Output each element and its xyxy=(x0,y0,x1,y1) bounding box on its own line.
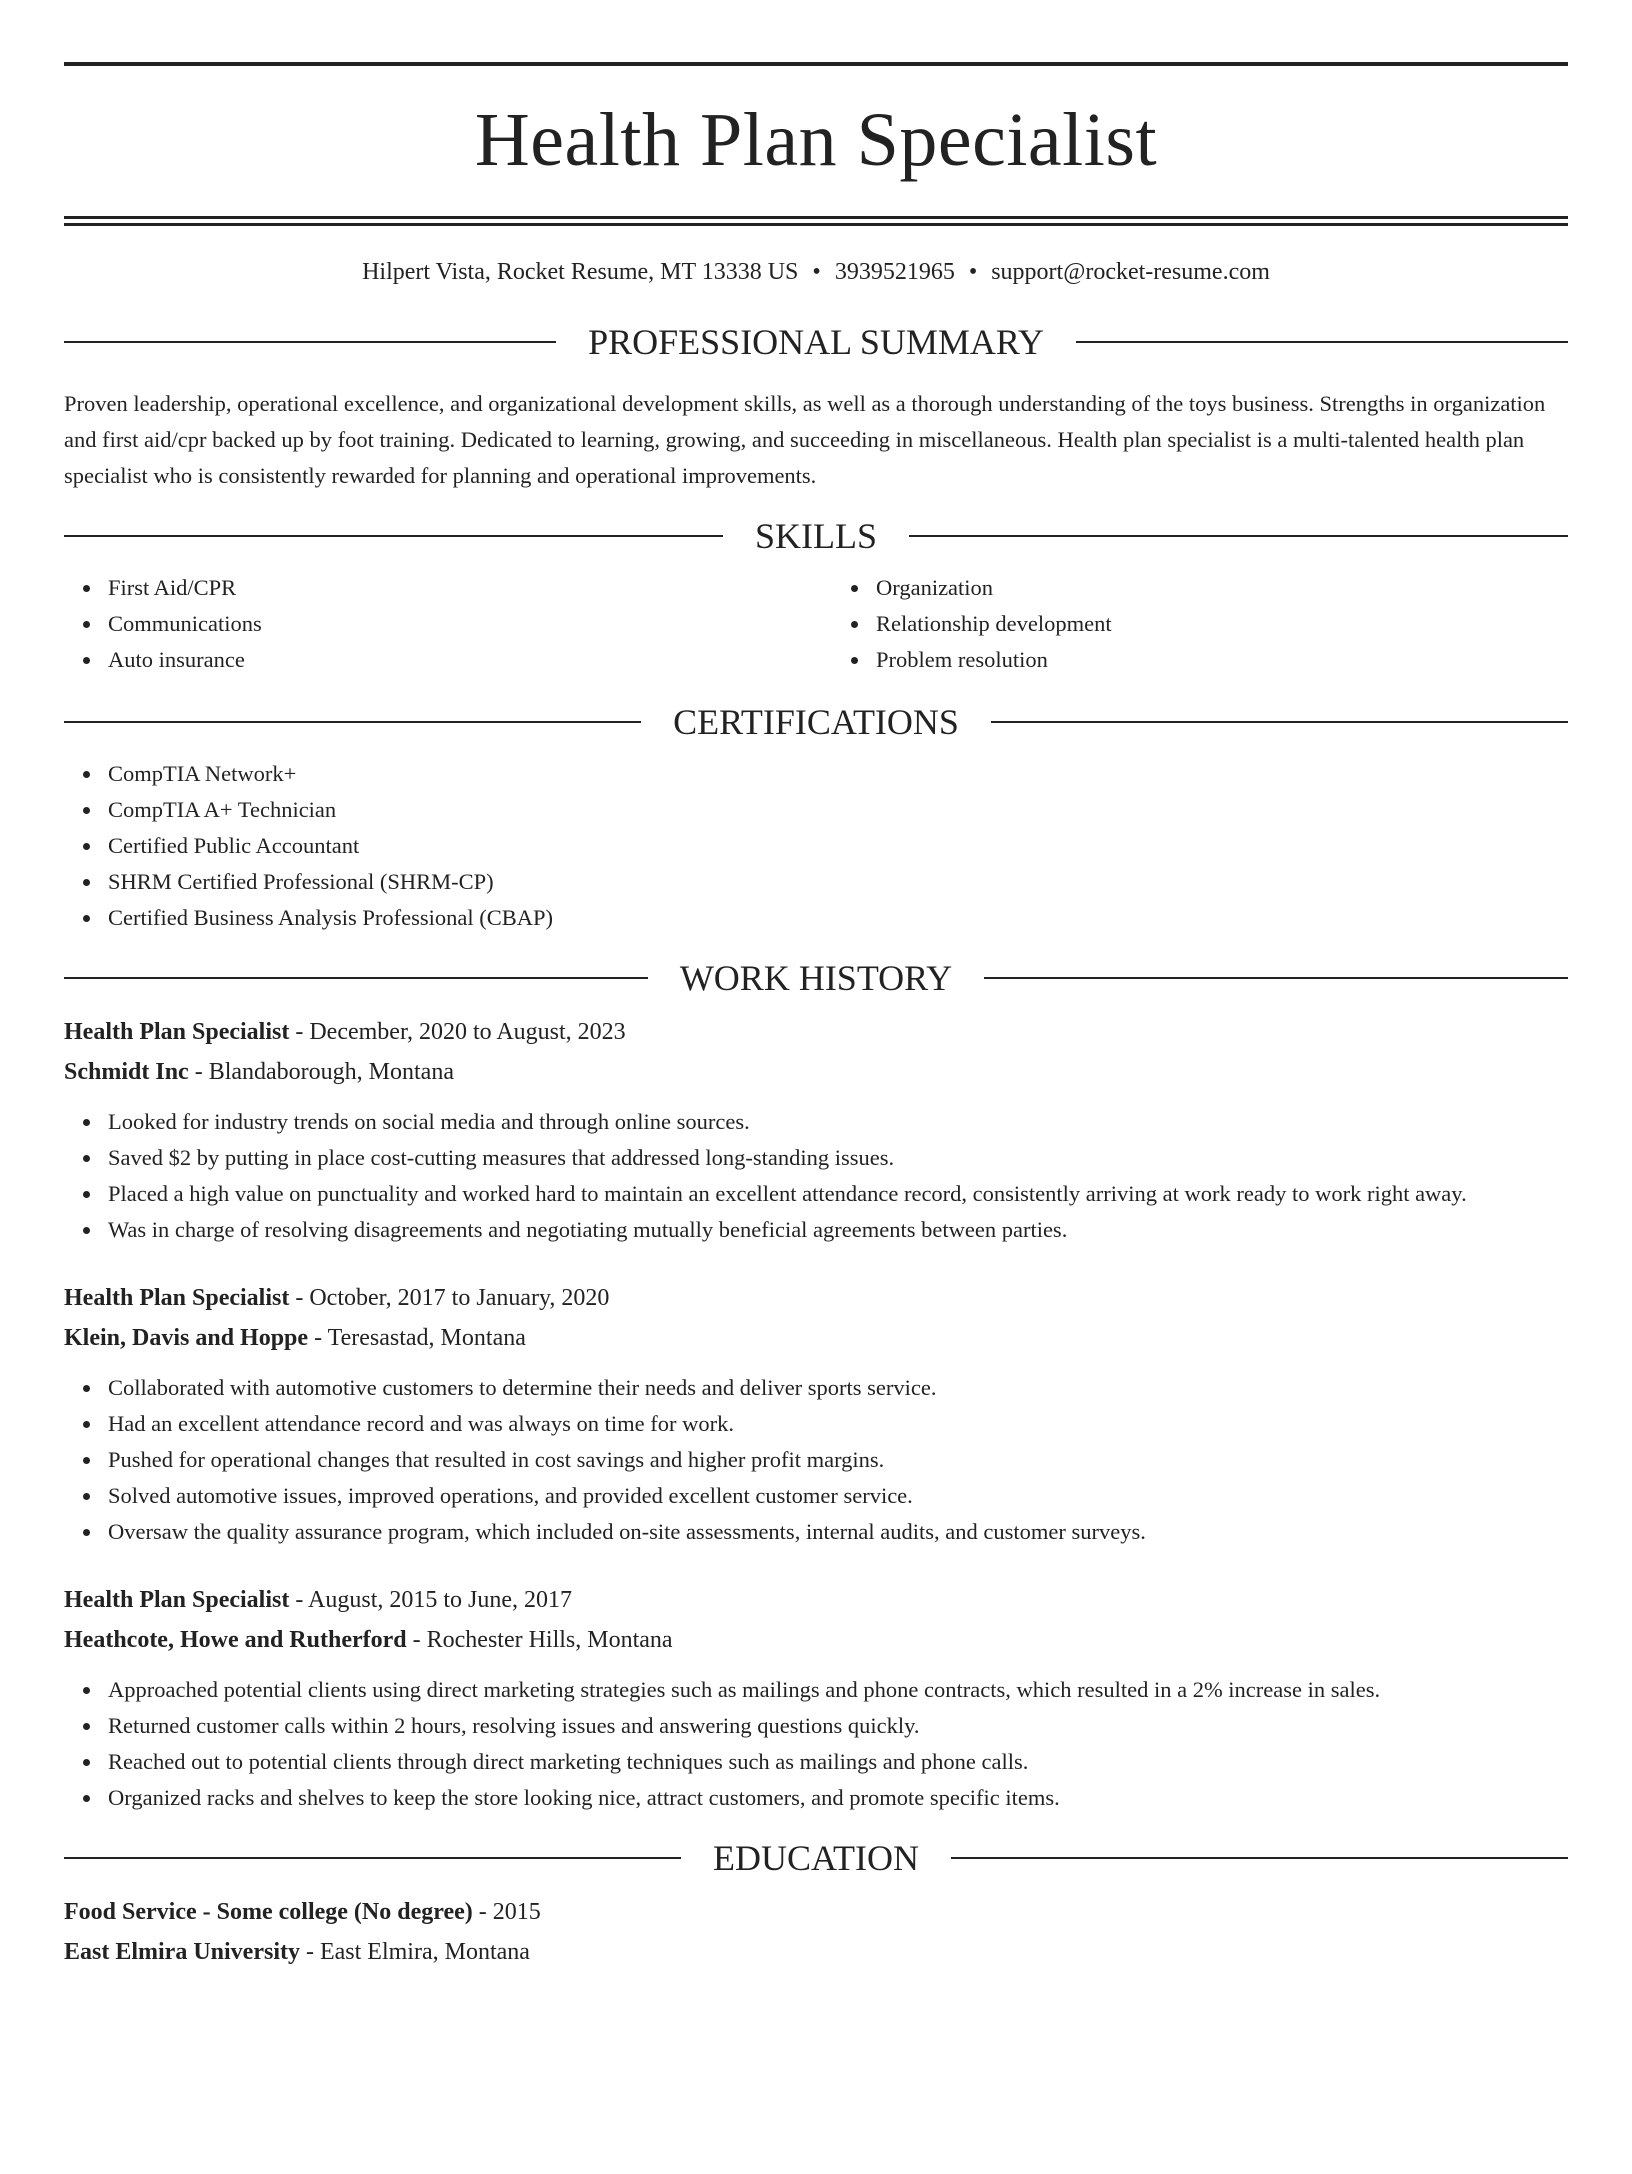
job-dates: December, 2020 to August, 2023 xyxy=(309,1019,626,1045)
job-bullet: Placed a high value on punctuality and worked hard to maintain an excellent attendance record, consistently arriving at work ready to work right away. xyxy=(108,1176,1568,1212)
skills-grid xyxy=(64,570,1568,678)
job-bullet: Solved automotive issues, improved operations, and provided excellent customer service. xyxy=(108,1478,1568,1514)
contact-line xyxy=(64,260,1568,284)
dash: - xyxy=(406,1627,427,1653)
job-company: Klein, Davis and Hoppe xyxy=(64,1325,309,1351)
skill-item: Relationship development xyxy=(876,606,1568,642)
job-bullet: Organized racks and shelves to keep the store looking nice, attract customers, and promote specific items. xyxy=(108,1780,1568,1816)
job-bullet: Pushed for operational changes that resulted in cost savings and higher profit margins. xyxy=(108,1442,1568,1478)
job-bullet: Collaborated with automotive customers to determine their needs and deliver sports service. xyxy=(108,1370,1568,1406)
job-bullets xyxy=(64,1370,1568,1550)
dash: - xyxy=(289,1587,309,1613)
job-title: Health Plan Specialist xyxy=(64,1285,290,1311)
contact-email: support@rocket-resume.com xyxy=(991,259,1270,285)
education-entry xyxy=(64,1892,1568,1972)
job-bullet: Had an excellent attendance record and was always on time for work. xyxy=(108,1406,1568,1442)
skill-item: Auto insurance xyxy=(108,642,816,678)
title-double-rule xyxy=(64,216,1568,226)
heading-rule-left xyxy=(64,535,723,537)
heading-rule-left xyxy=(64,341,556,343)
heading-rule-left xyxy=(64,1857,681,1859)
job-bullet: Saved $2 by putting in place cost-cutting measures that addressed long-standing issues. xyxy=(108,1140,1568,1176)
certification-item: CompTIA Network+ xyxy=(108,756,1568,792)
skills-heading-label: SKILLS xyxy=(755,516,878,556)
heading-rule-right xyxy=(951,1857,1568,1859)
job-entry xyxy=(64,1278,1568,1550)
job-dates: August, 2015 to June, 2017 xyxy=(308,1587,573,1613)
job-title-line xyxy=(64,1278,1568,1318)
work-history-heading-label: WORK HISTORY xyxy=(679,958,953,998)
job-bullets xyxy=(64,1672,1568,1816)
job-bullet: Returned customer calls within 2 hours, resolving issues and answering questions quickly. xyxy=(108,1708,1568,1744)
certifications-list xyxy=(64,756,1568,936)
work-history-heading xyxy=(64,960,1568,996)
job-entry xyxy=(64,1012,1568,1248)
dash: - xyxy=(308,1325,328,1351)
job-title-line xyxy=(64,1012,1568,1052)
heading-rule-right xyxy=(1076,341,1568,343)
certification-item: Certified Public Accountant xyxy=(108,828,1568,864)
top-rule xyxy=(64,62,1568,66)
skill-item: Problem resolution xyxy=(876,642,1568,678)
job-company-line xyxy=(64,1620,1568,1660)
job-location: Rochester Hills, Montana xyxy=(426,1627,673,1653)
job-title: Health Plan Specialist xyxy=(64,1587,290,1613)
skills-list-left xyxy=(64,570,816,678)
heading-rule-right xyxy=(991,721,1568,723)
job-bullet: Reached out to potential clients through direct marketing techniques such as mailings and phone calls. xyxy=(108,1744,1568,1780)
certifications-heading xyxy=(64,704,1568,740)
education-school: East Elmira University xyxy=(64,1939,300,1965)
job-entry xyxy=(64,1580,1568,1816)
job-company-line xyxy=(64,1052,1568,1092)
contact-address: Hilpert Vista, Rocket Resume, MT 13338 US xyxy=(362,259,799,285)
job-bullets xyxy=(64,1104,1568,1248)
dash: - xyxy=(289,1019,310,1045)
heading-rule-right xyxy=(984,977,1568,979)
contact-phone: 3939521965 xyxy=(834,259,955,285)
job-company: Heathcote, Howe and Rutherford xyxy=(64,1627,407,1653)
heading-rule-left xyxy=(64,721,641,723)
certification-item: Certified Business Analysis Professional (CBAP) xyxy=(108,900,1568,936)
skills-list-right xyxy=(816,570,1568,678)
certification-item: CompTIA A+ Technician xyxy=(108,792,1568,828)
contact-separator: • xyxy=(812,259,821,285)
job-dates: October, 2017 to January, 2020 xyxy=(309,1285,610,1311)
education-degree: Food Service - Some college (No degree) xyxy=(64,1899,473,1925)
heading-rule-right xyxy=(909,535,1568,537)
skill-item: Communications xyxy=(108,606,816,642)
dash: - xyxy=(299,1939,320,1965)
education-year: 2015 xyxy=(492,1899,541,1925)
job-location: Blandaborough, Montana xyxy=(208,1059,454,1085)
job-location: Teresastad, Montana xyxy=(327,1325,526,1351)
education-school-line xyxy=(64,1932,1568,1972)
education-degree-line xyxy=(64,1892,1568,1932)
skill-item: Organization xyxy=(876,570,1568,606)
dash: - xyxy=(188,1059,209,1085)
education-heading xyxy=(64,1840,1568,1876)
job-bullet: Looked for industry trends on social media and through online sources. xyxy=(108,1104,1568,1140)
certifications-heading-label: CERTIFICATIONS xyxy=(673,702,959,742)
job-title-line xyxy=(64,1580,1568,1620)
dash: - xyxy=(289,1285,310,1311)
summary-heading xyxy=(64,324,1568,360)
dash: - xyxy=(472,1899,493,1925)
job-bullet: Oversaw the quality assurance program, which included on-site assessments, internal audits, and customer surveys. xyxy=(108,1514,1568,1550)
job-company: Schmidt Inc xyxy=(64,1059,189,1085)
resume-page xyxy=(0,62,1632,2174)
job-bullet: Was in charge of resolving disagreements and negotiating mutually beneficial agreements between parties. xyxy=(108,1212,1568,1248)
education-heading-label: EDUCATION xyxy=(713,1838,919,1878)
job-title: Health Plan Specialist xyxy=(64,1019,290,1045)
summary-text: Proven leadership, operational excellence, and organizational development skills, as well as a thorough understanding of the toys business. Strengths in organization and first aid/cpr backed up by foot training. Dedicated to learning, growing, and succeeding in miscellaneous. Health plan specialist is a multi-talented health plan specialist who is consistently rewarded for planning and operational improvements. xyxy=(64,391,1546,488)
job-company-line xyxy=(64,1318,1568,1358)
summary-heading-label: PROFESSIONAL SUMMARY xyxy=(588,322,1044,362)
skill-item: First Aid/CPR xyxy=(108,570,816,606)
contact-separator: • xyxy=(968,259,978,285)
job-bullet: Approached potential clients using direct marketing strategies such as mailings and phone contracts, which resulted in a 2% increase in sales. xyxy=(108,1672,1568,1708)
certification-item: SHRM Certified Professional (SHRM-CP) xyxy=(108,864,1568,900)
resume-title: Health Plan Specialist xyxy=(474,98,1158,182)
education-location: East Elmira, Montana xyxy=(319,1939,530,1965)
skills-heading xyxy=(64,518,1568,554)
heading-rule-left xyxy=(64,977,648,979)
